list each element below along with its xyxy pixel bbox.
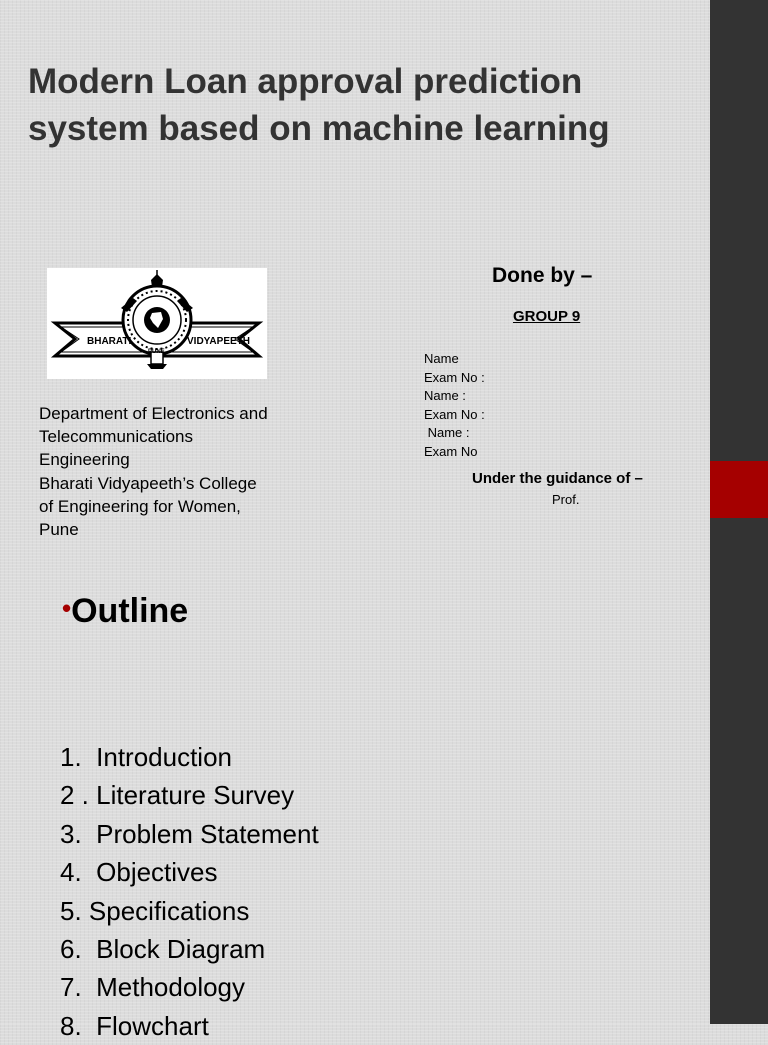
department-info: Department of Electronics and Telecommunications Engineering Bharati Vidyapeeth’s College of Engineering for Women, Pune xyxy=(39,404,268,540)
outline-item: 5. Specifications xyxy=(60,895,250,926)
bullet-icon: • xyxy=(62,593,72,623)
college-emblem-icon xyxy=(47,268,267,379)
outline-list xyxy=(60,738,319,1045)
member-line: Name xyxy=(424,351,459,366)
logo-left-text: BHARATI xyxy=(87,336,132,347)
member-line: Exam No xyxy=(424,443,478,459)
logo-right-text: VIDYAPEETH xyxy=(187,336,250,347)
team-members-list xyxy=(424,350,485,461)
professor-name: Prof. xyxy=(552,492,580,507)
outline-item: 3. Problem Statement xyxy=(60,818,319,849)
outline-heading xyxy=(62,592,188,631)
accent-block xyxy=(710,461,768,518)
outline-heading-text: Outline xyxy=(71,592,189,630)
outline-item: 8. Flowchart xyxy=(60,1010,209,1041)
slide-title: Modern Loan approval prediction system based on machine learning xyxy=(28,62,610,148)
outline-item: 1. Introduction xyxy=(60,742,232,772)
member-line: Exam No : xyxy=(424,369,485,385)
group-label: GROUP 9 xyxy=(513,308,581,325)
outline-item: 2 . Literature Survey xyxy=(60,780,295,811)
outline-item: 7. Methodology xyxy=(60,972,246,1003)
guidance-label: Under the guidance of – xyxy=(472,470,643,487)
outline-item: 4. Objectives xyxy=(60,857,218,888)
member-line: Name : xyxy=(424,388,466,403)
outline-item: 6. Block Diagram xyxy=(60,934,266,965)
done-by-heading: Done by – xyxy=(492,264,593,287)
member-line: Exam No : xyxy=(424,406,485,422)
logo-city-text: PUNE xyxy=(148,349,165,355)
college-logo xyxy=(47,268,267,379)
member-line: Name : xyxy=(424,425,470,440)
